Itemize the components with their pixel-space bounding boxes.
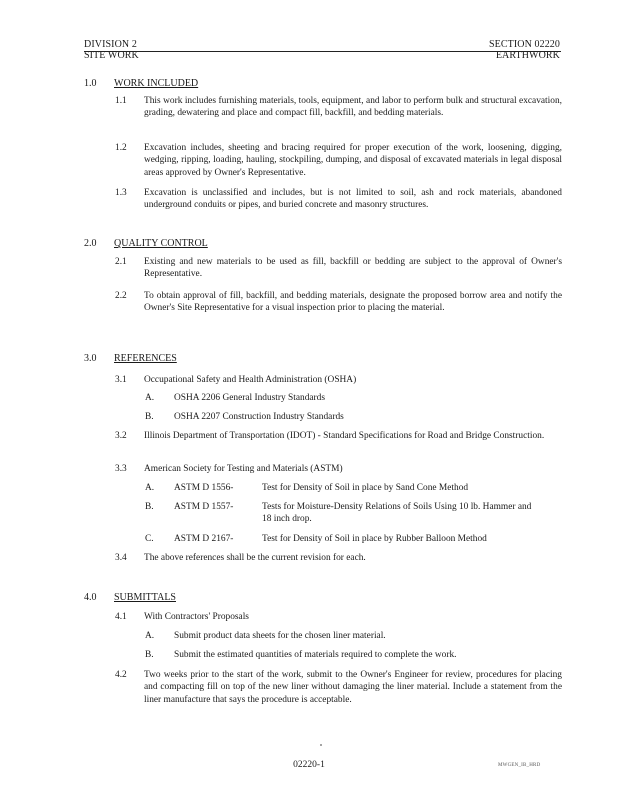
sub-letter: B.	[145, 502, 154, 512]
sub-text: Submit product data sheets for the chosen liner material.	[174, 631, 386, 641]
clause-text: Occupational Safety and Health Administration (OSHA)	[144, 375, 357, 385]
header-right	[489, 39, 560, 61]
section-number-label: 4.0	[84, 592, 97, 603]
clause-2-1	[115, 256, 562, 281]
clause-1-3	[115, 187, 562, 212]
section-number-label: 2.0	[84, 238, 97, 249]
section-title: SUBMITTALS	[114, 592, 176, 603]
clause-4-1	[115, 611, 562, 623]
sub-letter: B.	[145, 650, 154, 660]
header-divider	[84, 51, 561, 52]
clause-4-2	[115, 669, 562, 706]
sub-text: OSHA 2207 Construction Industry Standards	[174, 412, 344, 422]
section-subtitle: EARTHWORK	[495, 50, 560, 61]
standard-code: ASTM D 1557-	[174, 502, 234, 512]
standard-code: ASTM D 2167-	[174, 534, 234, 544]
clause-number: 3.2	[115, 431, 127, 441]
sub-letter: C.	[145, 534, 154, 544]
clause-number: 3.3	[115, 464, 127, 474]
clause-3-2	[115, 430, 562, 442]
scan-speck	[320, 744, 322, 746]
clause-text: Excavation is unclassified and includes, but is not limited to soil, ash and rock materials, abandoned underground conduits or pipes, and buried concrete and masonry structures.	[144, 188, 562, 211]
clause-number: 1.1	[115, 96, 127, 106]
section-title: REFERENCES	[114, 353, 177, 364]
division-subtitle: SITE WORK	[84, 50, 139, 61]
header-left	[84, 39, 139, 61]
clause-text: Two weeks prior to the start of the work, submit to the Owner's Engineer for review, procedures for placing and compacting fill on top of the new liner without damaging the liner material. Include a statement from the liner manufacture that says the procedure is acceptable.	[144, 670, 562, 705]
sub-text: Submit the estimated quantities of materials required to complete the work.	[174, 650, 457, 660]
standard-code: ASTM D 1556-	[174, 483, 234, 493]
sub-letter: B.	[145, 412, 154, 422]
sub-letter: A.	[145, 393, 155, 403]
clause-number: 4.2	[115, 670, 127, 680]
clause-text: Illinois Department of Transportation (IDOT) - Standard Specifications for Road and Bridge Construction.	[144, 431, 545, 441]
clause-3-1	[115, 374, 562, 386]
section-number-label: 1.0	[84, 78, 97, 89]
section-number: SECTION 02220	[488, 39, 560, 50]
clause-text: Existing and new materials to be used as fill, backfill or bedding are subject to the approval of Owner's Representative.	[144, 257, 562, 280]
clause-number: 4.1	[115, 612, 127, 622]
clause-text: To obtain approval of fill, backfill, and bedding materials, designate the proposed borrow area and notify the Owner's Site Representative for a visual inspection prior to placing the material.	[144, 291, 562, 314]
sub-text: OSHA 2206 General Industry Standards	[174, 393, 326, 403]
section-number-label: 3.0	[84, 353, 97, 364]
sub-letter: A.	[145, 631, 155, 641]
standard-description: Test for Density of Soil in place by Sand Cone Method	[262, 483, 469, 493]
clause-text: With Contractors' Proposals	[144, 612, 249, 622]
clause-number: 2.1	[115, 257, 127, 267]
clause-text: Excavation includes, sheeting and bracing required for proper execution of the work, loosening, digging, wedging, ripping, loading, hauling, stockpiling, dumping, and disposal of excavated materials in legal disposal areas approved by Owner's Representative.	[144, 143, 562, 178]
clause-text: American Society for Testing and Materials (ASTM)	[144, 464, 343, 474]
section-title: WORK INCLUDED	[114, 78, 199, 89]
clause-1-2	[115, 142, 562, 179]
sub-letter: A.	[145, 483, 155, 493]
clause-3-3	[115, 463, 562, 475]
clause-number: 1.2	[115, 143, 127, 153]
section-title: QUALITY CONTROL	[114, 238, 208, 249]
clause-2-2	[115, 290, 562, 315]
clause-1-1	[115, 95, 562, 120]
document-stamp: MWGEN_IB_HRD	[498, 763, 541, 768]
clause-number: 1.3	[115, 188, 127, 198]
clause-number: 3.1	[115, 375, 127, 385]
standard-description: Tests for Moisture-Density Relations of Soils Using 10 lb. Hammer and 18 inch drop.	[262, 502, 532, 525]
clause-3-4	[115, 552, 562, 564]
clause-text: The above references shall be the current revision for each.	[144, 553, 366, 563]
clause-number: 2.2	[115, 291, 127, 301]
division-title: DIVISION 2	[84, 39, 137, 50]
page-number: 02220-1	[293, 760, 325, 770]
clause-text: This work includes furnishing materials, tools, equipment, and labor to perform bulk and structural excavation, grading, dewatering and place and compact fill, backfill, and bedding materials.	[144, 96, 562, 119]
standard-description: Test for Density of Soil in place by Rubber Balloon Method	[262, 534, 487, 544]
clause-number: 3.4	[115, 553, 127, 563]
